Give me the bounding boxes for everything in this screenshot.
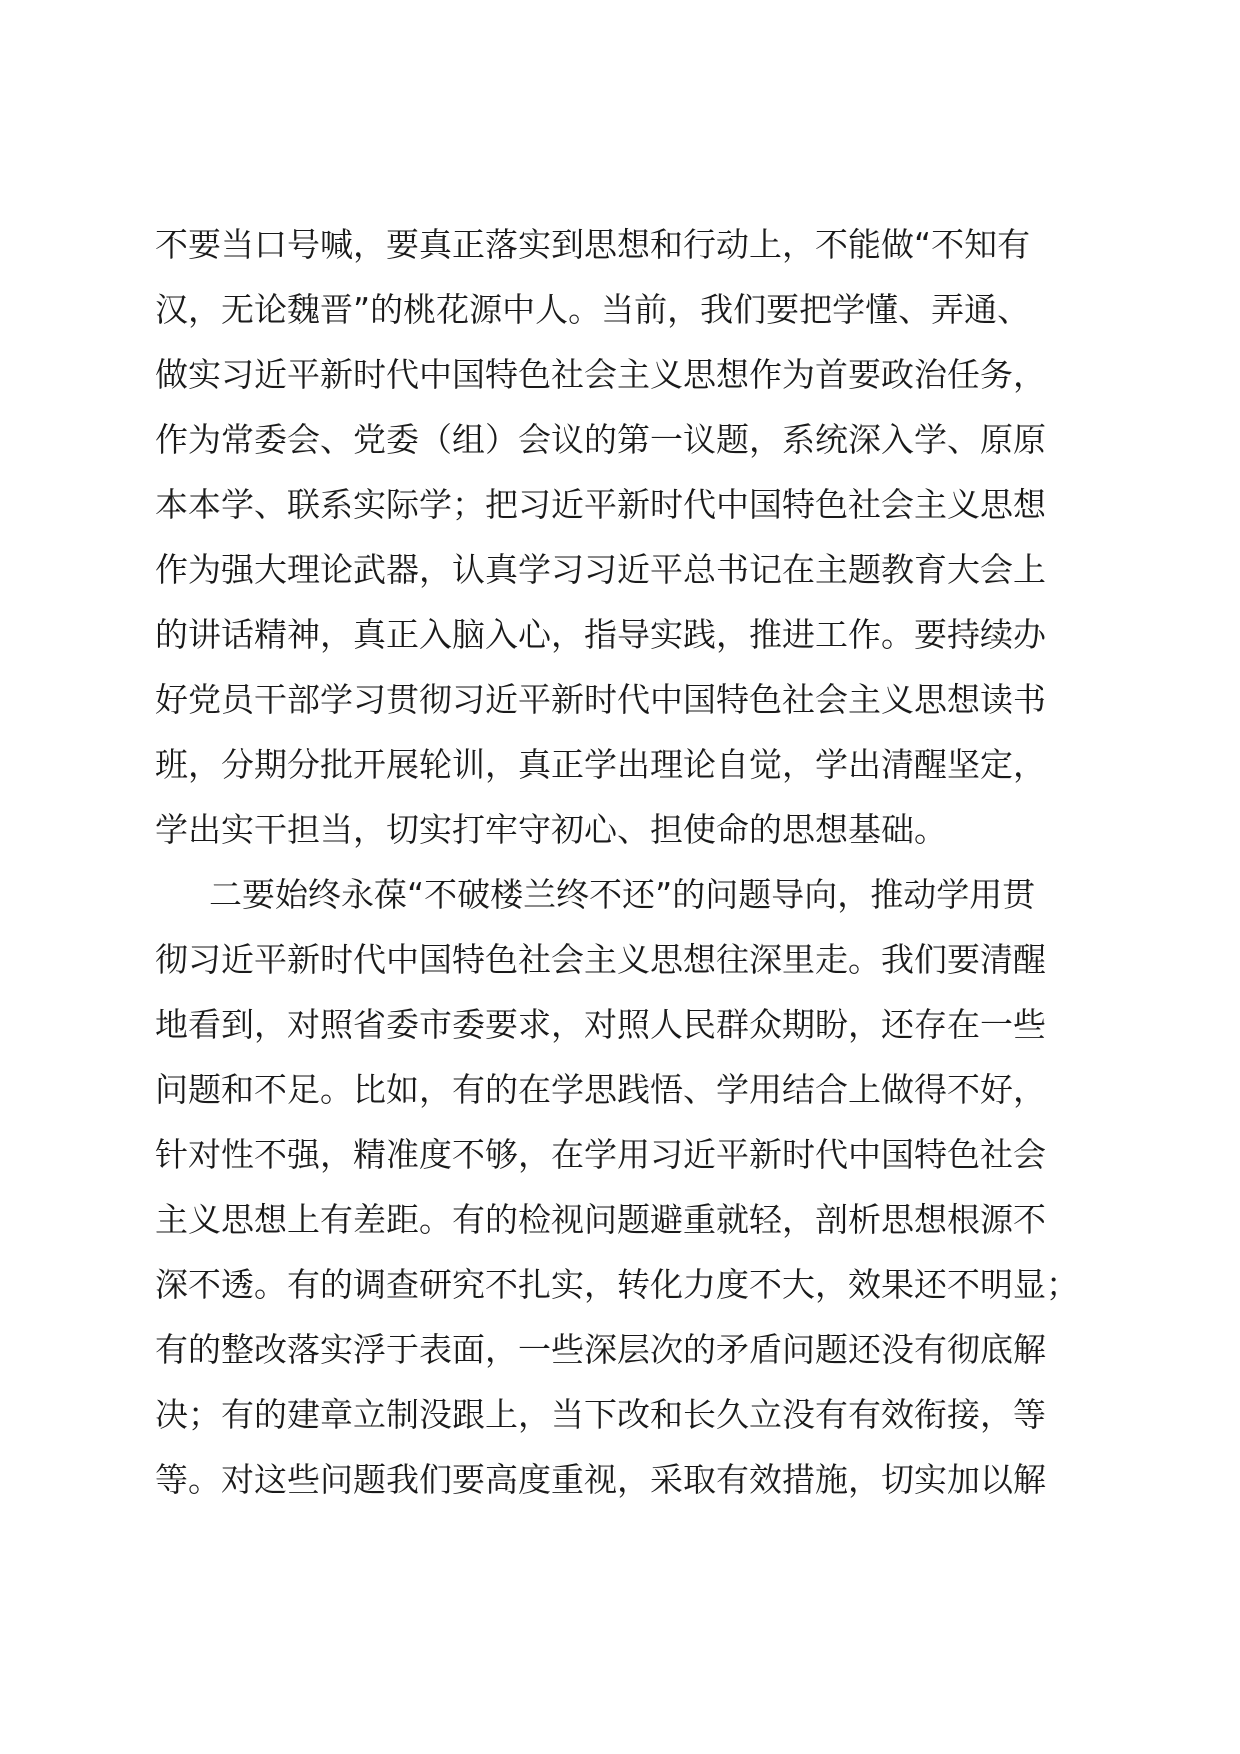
text-line: 作为常委会、党委（组）会议的第一议题，系统深入学、原原 (155, 420, 1046, 459)
text-line: 问题和不足。比如，有的在学思践悟、学用结合上做得不好， (155, 1070, 1046, 1109)
text-line: 深不透。有的调查研究不扎实，转化力度不大，效果还不明显； (155, 1265, 1079, 1304)
text-line: 作为强大理论武器，认真学习习近平总书记在主题教育大会上 (155, 550, 1046, 589)
paragraph-1 (155, 212, 1095, 862)
text-line: 有的整改落实浮于表面，一些深层次的矛盾问题还没有彻底解 (155, 1330, 1046, 1369)
text-line: 汉，无论魏晋”的桃花源中人。当前，我们要把学懂、弄通、 (155, 290, 1031, 329)
text-line: 地看到，对照省委市委要求，对照人民群众期盼，还存在一些 (155, 1005, 1046, 1044)
text-line: 不要当口号喊，要真正落实到思想和行动上，不能做“不知有 (155, 225, 1031, 264)
text-line: 班，分期分批开展轮训，真正学出理论自觉，学出清醒坚定， (155, 745, 1046, 784)
text-line: 好党员干部学习贯彻习近平新时代中国特色社会主义思想读书 (155, 680, 1046, 719)
paragraph-2 (155, 862, 1095, 1512)
document-body (155, 212, 1095, 1512)
text-line: 二要始终永葆“不破楼兰终不还”的问题导向，推动学用贯 (209, 875, 1036, 914)
text-line: 决；有的建章立制没跟上，当下改和长久立没有有效衔接，等 (155, 1395, 1046, 1434)
text-line: 等。对这些问题我们要高度重视，采取有效措施，切实加以解 (155, 1460, 1046, 1499)
text-line: 学出实干担当，切实打牢守初心、担使命的思想基础。 (155, 810, 947, 849)
text-line: 针对性不强，精准度不够，在学用习近平新时代中国特色社会 (155, 1135, 1046, 1174)
text-line: 彻习近平新时代中国特色社会主义思想往深里走。我们要清醒 (155, 940, 1046, 979)
text-line: 本本学、联系实际学；把习近平新时代中国特色社会主义思想 (155, 485, 1046, 524)
text-line: 的讲话精神，真正入脑入心，指导实践，推进工作。要持续办 (155, 615, 1046, 654)
text-line: 主义思想上有差距。有的检视问题避重就轻，剖析思想根源不 (155, 1200, 1046, 1239)
text-line: 做实习近平新时代中国特色社会主义思想作为首要政治任务， (155, 355, 1046, 394)
